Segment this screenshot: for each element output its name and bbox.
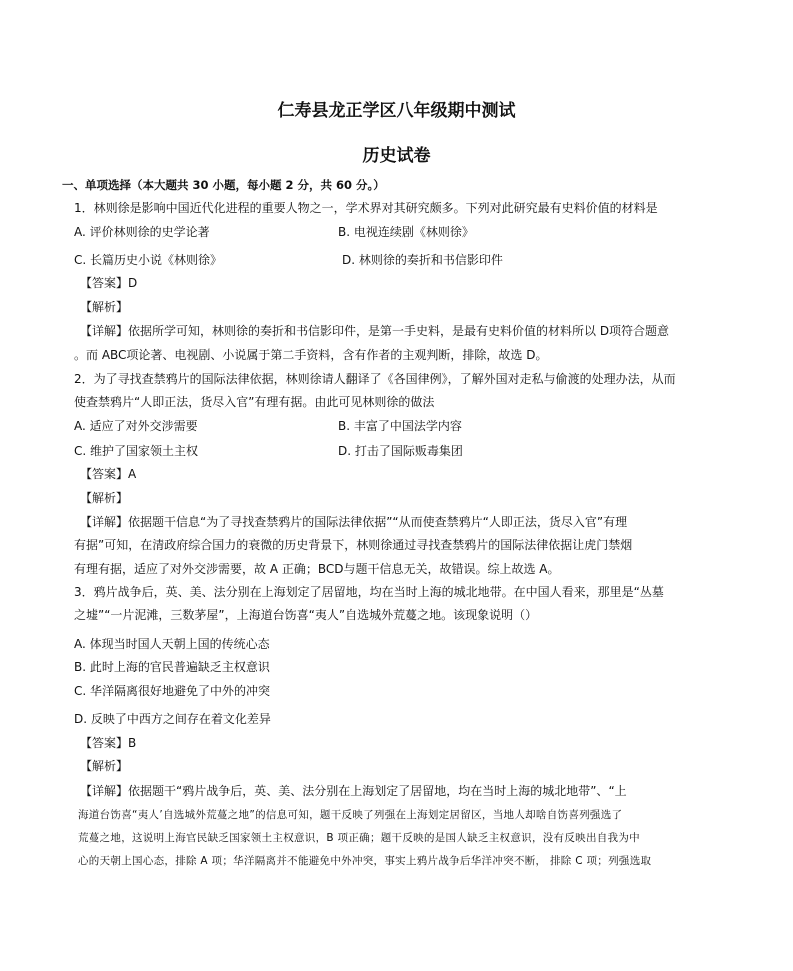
q3-detail-line: 荒蔓之地，这说明上海官民缺乏国家领土主权意识，B 项正确；题干反映的是国人缺乏主权意识，没有反映出自我为中 [78, 832, 640, 844]
q1-analysis-label: 【解析】 [80, 300, 129, 314]
q3-option-a: A. 体现当时国人天朝上国的传统心态 [74, 637, 270, 651]
q2-stem-line: 使查禁鸦片“人即正法，货尽入官”有理有据。由此可见林则徐的做法 [74, 395, 435, 409]
q1-stem: 1．林则徐是影响中国近代化进程的重要人物之一，学术界对其研究颇多。下列对此研究最有史料价值的材料是 [74, 201, 658, 215]
q2-option-d: D. 打击了国际贩毒集团 [338, 444, 463, 458]
q1-detail-line: 。而 ABC项论著、电视剧、小说属于第二手资料，含有作者的主观判断，排除，故选 D。 [74, 348, 548, 362]
q1-option-c: C. 长篇历史小说《林则徐》 [74, 253, 223, 267]
q1-answer: 【答案】D [80, 276, 138, 290]
q1-option-b: B. 电视连续剧《林则徐》 [338, 225, 474, 239]
q3-answer: 【答案】B [80, 736, 137, 750]
q1-option-a: A. 评价林则徐的史学论著 [74, 225, 210, 239]
q3-stem-line: 之墟”“一片泥滩，三数茅屋”，上海道台饬喜“夷人”自选城外荒蔓之地。该现象说明（） [74, 608, 538, 622]
q1-detail-line: 【详解】依据所学可知，林则徐的奏折和书信影印件，是第一手史料，是最有史料价值的材料所以 D项符合题意 [80, 324, 670, 338]
q2-option-a: A. 适应了对外交涉需要 [74, 419, 198, 433]
q3-detail-line: 海道台饬喜“夷人’自选城外荒蔓之地”的信息可知，题干反映了列强在上海划定居留区，当地人却啥自饬喜列强选了 [78, 809, 623, 821]
exam-title: 仁寿县龙正学区八年级期中测试 [277, 101, 516, 121]
exam-subtitle: 历史试卷 [362, 146, 431, 166]
q3-detail-line: 心的天朝上国心态，排除 A 项；华洋隔离并不能避免中外冲突，事实上鸦片战争后华洋冲突不断， 排除 C 项；列强选取 [78, 855, 652, 867]
section-heading: 一、单项选择（本大题共 30 小题，每小题 2 分，共 60 分。） [62, 178, 385, 192]
q2-analysis-label: 【解析】 [80, 491, 129, 505]
q3-option-c: C. 华洋隔离很好地避免了中外的冲突 [74, 684, 271, 698]
q3-option-d: D. 反映了中西方之间存在着文化差异 [74, 712, 271, 726]
q2-stem-line: 2．为了寻找查禁鸦片的国际法律依据，林则徐请人翻译了《各国律例》，了解外国对走私与偷渡的处理办法，从而 [74, 372, 676, 386]
q2-option-c: C. 维护了国家领土主权 [74, 444, 199, 458]
q3-detail-line: 【详解】依据题干“鸦片战争后，英、美、法分别在上海划定了居留地，均在当时上海的城北地带”、“上 [80, 784, 627, 798]
q3-option-b: B. 此时上海的官民普遍缺乏主权意识 [74, 660, 270, 674]
q2-detail-line: 有据”可知，在清政府综合国力的衰微的历史背景下，林则徐通过寻找查禁鸦片的国际法律依据让虎门禁烟 [74, 538, 633, 552]
q2-detail-line: 有理有据，适应了对外交涉需要，故 A 正确；BCD与题干信息无关，故错误。综上故选 A。 [74, 562, 560, 576]
q2-detail-line: 【详解】依据题干信息“为了寻找查禁鸦片的国际法律依据”“从而使查禁鸦片“人即正法，货尽入官”有理 [80, 515, 628, 529]
q2-option-b: B. 丰富了中国法学内容 [338, 419, 462, 433]
q2-answer: 【答案】A [80, 467, 137, 481]
q3-stem-line: 3．鸦片战争后，英、美、法分别在上海划定了居留地，均在当时上海的城北地带。在中国人看来，那里是“丛墓 [74, 585, 664, 599]
q3-analysis-label: 【解析】 [80, 759, 129, 773]
q1-option-d: D. 林则徐的奏折和书信影印件 [342, 253, 503, 267]
